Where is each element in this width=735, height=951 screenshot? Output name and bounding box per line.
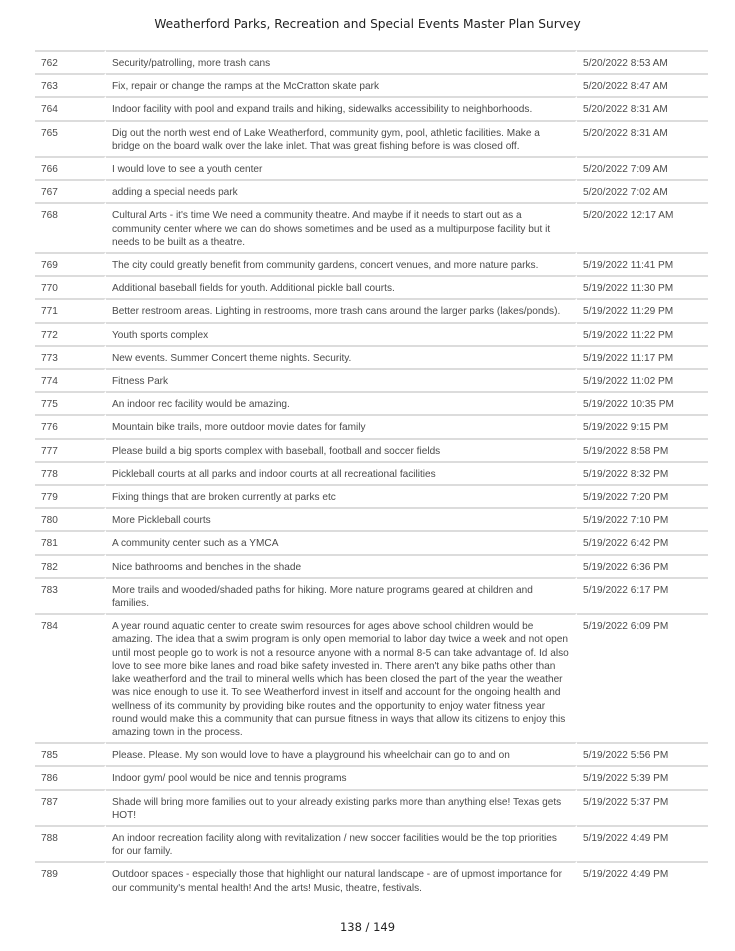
response-date: 5/20/2022 7:09 AM — [577, 156, 708, 179]
table-row — [35, 414, 708, 437]
table-row — [35, 120, 708, 156]
response-date: 5/19/2022 11:22 PM — [577, 322, 708, 345]
table-row — [35, 861, 708, 897]
response-id: 788 — [35, 825, 106, 861]
response-id: 764 — [35, 96, 106, 119]
table-row — [35, 530, 708, 553]
response-text: Mountain bike trails, more outdoor movie dates for family — [106, 414, 577, 437]
response-date: 5/19/2022 6:36 PM — [577, 554, 708, 577]
response-date: 5/19/2022 4:49 PM — [577, 825, 708, 861]
response-id: 763 — [35, 73, 106, 96]
table-row — [35, 391, 708, 414]
response-id: 782 — [35, 554, 106, 577]
table-row — [35, 275, 708, 298]
response-date: 5/19/2022 8:58 PM — [577, 438, 708, 461]
response-date: 5/20/2022 12:17 AM — [577, 202, 708, 252]
response-text: I would love to see a youth center — [106, 156, 577, 179]
response-text: New events. Summer Concert theme nights. Security. — [106, 345, 577, 368]
response-id: 773 — [35, 345, 106, 368]
page-title: Weatherford Parks, Recreation and Special Events Master Plan Survey — [154, 17, 581, 31]
response-id: 765 — [35, 120, 106, 156]
response-id: 771 — [35, 298, 106, 321]
response-id: 784 — [35, 613, 106, 742]
table-row — [35, 50, 708, 73]
response-id: 775 — [35, 391, 106, 414]
table-row — [35, 613, 708, 742]
response-text: Fixing things that are broken currently at parks etc — [106, 484, 577, 507]
response-date: 5/19/2022 11:41 PM — [577, 252, 708, 275]
table-row — [35, 438, 708, 461]
response-text: Please build a big sports complex with baseball, football and soccer fields — [106, 438, 577, 461]
response-text: Outdoor spaces - especially those that highlight our natural landscape - are of upmost importance for our community's mental health! And the arts! Music, theatre, festivals. — [106, 861, 577, 897]
response-id: 787 — [35, 789, 106, 825]
response-date: 5/19/2022 5:56 PM — [577, 742, 708, 765]
response-text: Please. Please. My son would love to have a playground his wheelchair can go to and on — [106, 742, 577, 765]
response-text: More trails and wooded/shaded paths for hiking. More nature programs geared at children and families. — [106, 577, 577, 613]
response-date: 5/19/2022 11:02 PM — [577, 368, 708, 391]
response-text: Security/patrolling, more trash cans — [106, 50, 577, 73]
response-id: 780 — [35, 507, 106, 530]
table-row — [35, 368, 708, 391]
response-id: 770 — [35, 275, 106, 298]
table-row — [35, 322, 708, 345]
response-date: 5/19/2022 11:17 PM — [577, 345, 708, 368]
response-id: 785 — [35, 742, 106, 765]
table-row — [35, 484, 708, 507]
table-row — [35, 73, 708, 96]
table-row — [35, 765, 708, 788]
response-date: 5/19/2022 6:09 PM — [577, 613, 708, 742]
response-id: 781 — [35, 530, 106, 553]
response-text: The city could greatly benefit from community gardens, concert venues, and more nature parks. — [106, 252, 577, 275]
response-text: Additional baseball fields for youth. Additional pickle ball courts. — [106, 275, 577, 298]
table-row — [35, 345, 708, 368]
responses-table — [35, 50, 708, 898]
response-date: 5/19/2022 7:10 PM — [577, 507, 708, 530]
table-row — [35, 156, 708, 179]
table-row — [35, 252, 708, 275]
response-date: 5/19/2022 10:35 PM — [577, 391, 708, 414]
response-text: An indoor rec facility would be amazing. — [106, 391, 577, 414]
response-date: 5/19/2022 5:37 PM — [577, 789, 708, 825]
response-text: Pickleball courts at all parks and indoor courts at all recreational facilities — [106, 461, 577, 484]
response-text: A community center such as a YMCA — [106, 530, 577, 553]
page-number: 138 / 149 — [339, 920, 396, 934]
response-date: 5/19/2022 11:30 PM — [577, 275, 708, 298]
response-id: 783 — [35, 577, 106, 613]
response-id: 767 — [35, 179, 106, 202]
response-date: 5/19/2022 11:29 PM — [577, 298, 708, 321]
table-row — [35, 742, 708, 765]
response-id: 774 — [35, 368, 106, 391]
table-row — [35, 507, 708, 530]
response-id: 762 — [35, 50, 106, 73]
response-id: 768 — [35, 202, 106, 252]
response-date: 5/20/2022 8:47 AM — [577, 73, 708, 96]
table-row — [35, 461, 708, 484]
response-text: More Pickleball courts — [106, 507, 577, 530]
response-id: 789 — [35, 861, 106, 897]
table-row — [35, 96, 708, 119]
response-date: 5/19/2022 6:42 PM — [577, 530, 708, 553]
response-id: 769 — [35, 252, 106, 275]
response-text: Youth sports complex — [106, 322, 577, 345]
response-text: Fix, repair or change the ramps at the McCratton skate park — [106, 73, 577, 96]
response-date: 5/19/2022 8:32 PM — [577, 461, 708, 484]
response-text: Indoor gym/ pool would be nice and tennis programs — [106, 765, 577, 788]
response-id: 772 — [35, 322, 106, 345]
response-date: 5/19/2022 5:39 PM — [577, 765, 708, 788]
response-id: 777 — [35, 438, 106, 461]
table-row — [35, 825, 708, 861]
table-row — [35, 298, 708, 321]
response-text: An indoor recreation facility along with revitalization / new soccer facilities would be the top priorities for our family. — [106, 825, 577, 861]
response-id: 776 — [35, 414, 106, 437]
table-row — [35, 789, 708, 825]
response-date: 5/20/2022 8:31 AM — [577, 120, 708, 156]
response-date: 5/19/2022 7:20 PM — [577, 484, 708, 507]
response-text: Indoor facility with pool and expand trails and hiking, sidewalks accessibility to neighborhoods. — [106, 96, 577, 119]
response-date: 5/20/2022 8:53 AM — [577, 50, 708, 73]
response-text: Dig out the north west end of Lake Weatherford, community gym, pool, athletic facilities. Make a bridge on the board walk over the lake inlet. That was great fishing before is was closed off. — [106, 120, 577, 156]
table-row — [35, 179, 708, 202]
response-date: 5/20/2022 7:02 AM — [577, 179, 708, 202]
response-text: Better restroom areas. Lighting in restrooms, more trash cans around the larger parks (lakes/ponds). — [106, 298, 577, 321]
response-text: Nice bathrooms and benches in the shade — [106, 554, 577, 577]
table-row — [35, 202, 708, 252]
response-id: 766 — [35, 156, 106, 179]
response-text: A year round aquatic center to create swim resources for ages above school children would be amazing. The idea that a swim program is only open memorial to labor day twice a week and not open until most people go to work is not a resource anyone with a normal 8-5 can take advantage of. Id also love to see more bike lanes and road bike safety invested in. There aren't any bike paths other than lake weatherford and the trail to mineral wells which has been closed the part of the year the weather was nice enough to use it. To see Weatherford invest in itself and account for the ongoing health and wellness of its community by providing bike routes and the opportunity to enjoy water fitness year round would make this a community that can pursue fitness in ways that allow its citizens to enjoy this amazing town in the process. — [106, 613, 577, 742]
response-date: 5/19/2022 9:15 PM — [577, 414, 708, 437]
response-date: 5/20/2022 8:31 AM — [577, 96, 708, 119]
response-id: 778 — [35, 461, 106, 484]
response-text: Shade will bring more families out to your already existing parks more than anything else! Texas gets HOT! — [106, 789, 577, 825]
table-row — [35, 577, 708, 613]
response-date: 5/19/2022 6:17 PM — [577, 577, 708, 613]
response-date: 5/19/2022 4:49 PM — [577, 861, 708, 897]
response-text: Fitness Park — [106, 368, 577, 391]
response-text: adding a special needs park — [106, 179, 577, 202]
response-id: 786 — [35, 765, 106, 788]
response-id: 779 — [35, 484, 106, 507]
table-row — [35, 554, 708, 577]
responses-table-body — [35, 50, 708, 898]
response-text: Cultural Arts - it's time We need a community theatre. And maybe if it needs to start out as a community center where we can do shows sometimes and be used as a multipurpose facility but it needs to be built as a theatre. — [106, 202, 577, 252]
